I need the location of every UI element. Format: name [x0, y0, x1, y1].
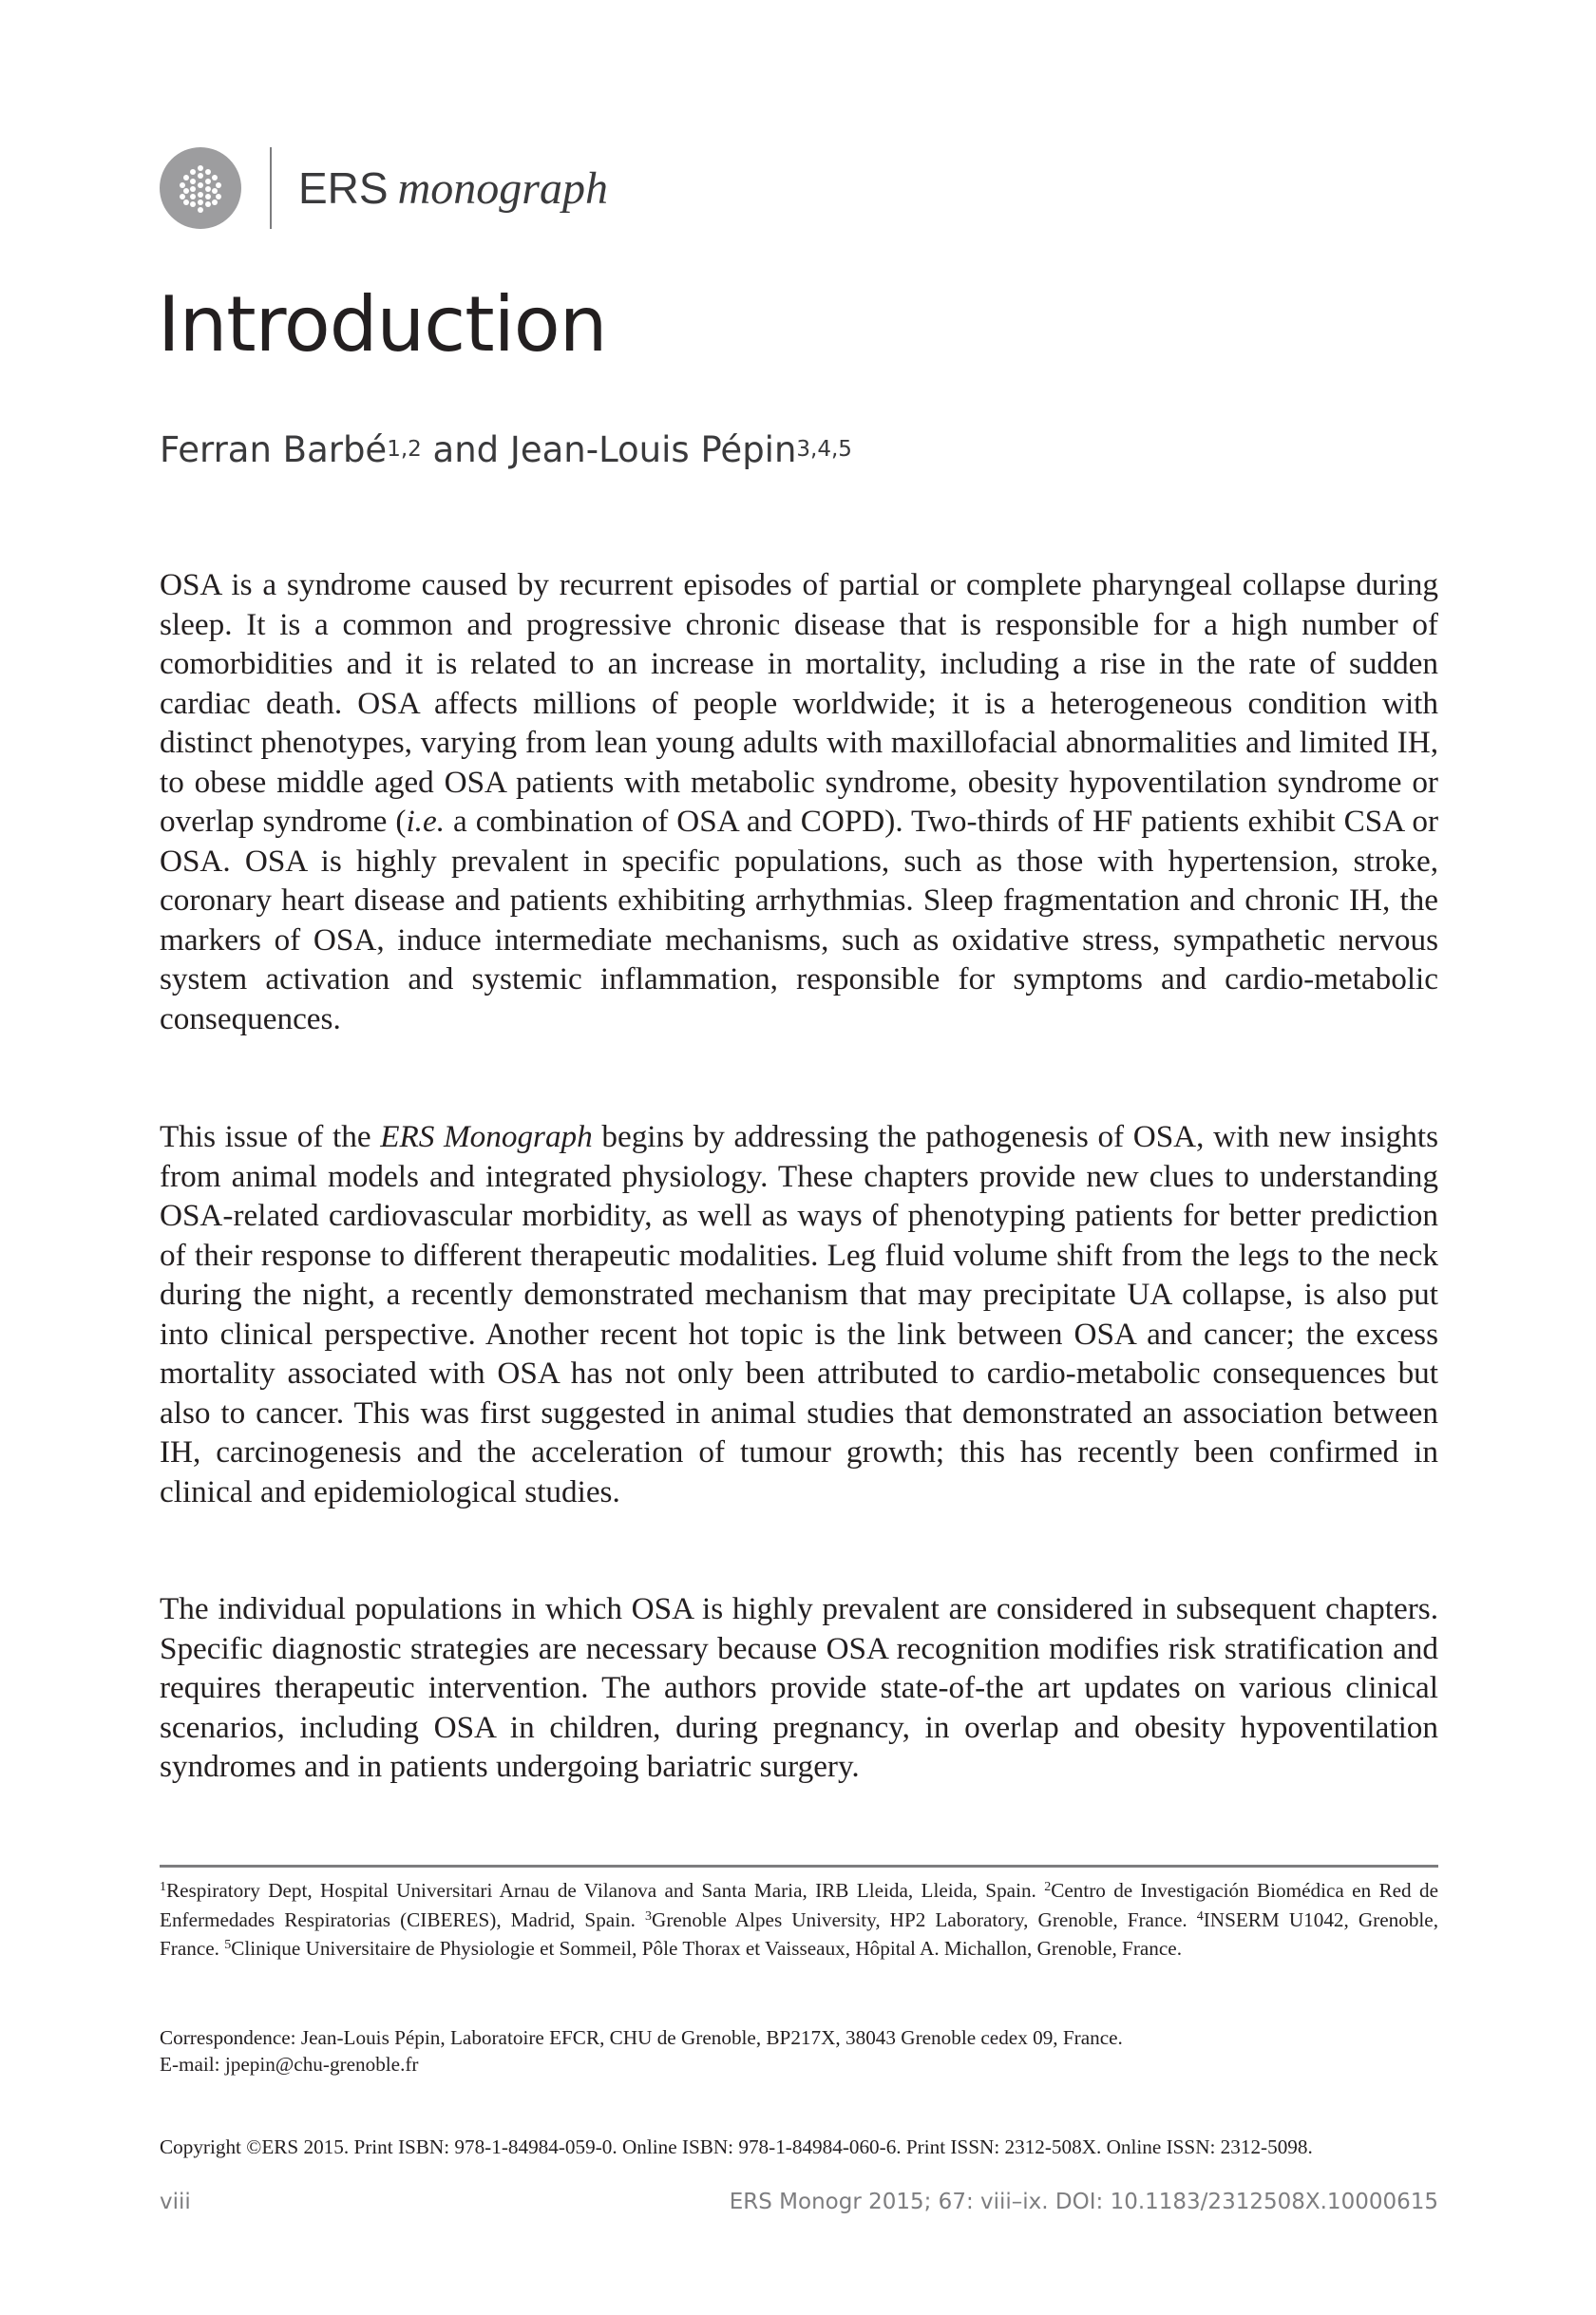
- ers-logo-dots: [171, 159, 230, 218]
- affil-4-mark: 4: [1196, 1908, 1204, 1924]
- affil-5: Clinique Universitaire de Physiologie et Sommeil, Pôle Thorax et Vaisseaux, Hôpital A. Michallon, Grenoble, France.: [231, 1937, 1182, 1960]
- affiliations: [160, 1878, 1438, 1965]
- author-1-affil: 1,2: [387, 437, 422, 462]
- correspondence-email: E-mail: jpepin@chu-grenoble.fr: [160, 2052, 419, 2076]
- header-divider: [270, 147, 272, 229]
- p1-ie: i.e.: [406, 804, 445, 839]
- affil-3-mark: 3: [645, 1908, 653, 1924]
- author-2: Jean-Louis Pépin: [509, 429, 797, 470]
- brand-monograph: monograph: [397, 162, 608, 214]
- brand-ers: ERS: [298, 162, 389, 213]
- author-line: [160, 429, 852, 470]
- article-title: Introduction: [158, 280, 607, 369]
- affil-2-mark: 2: [1044, 1880, 1052, 1894]
- body-paragraph-3: The individual populations in which OSA is highly prevalent are considered in subsequent chapters. Specific diagnostic strategies are necessary because OSA recognition modifies risk stratification and requires therapeutic intervention. The authors provide state-of-the art updates on various clinical scenarios, including OSA in children, during pregnancy, in overlap and obesity hypoventilation syndromes and in patients undergoing bariatric surgery.: [160, 1591, 1438, 1784]
- journal-header: [160, 141, 608, 236]
- page-number: viii: [160, 2190, 191, 2214]
- author-2-affil: 3,4,5: [796, 437, 852, 462]
- author-conjunction: and: [421, 429, 510, 470]
- affil-1-mark: 1: [160, 1880, 166, 1894]
- affil-3: Grenoble Alpes University, HP2 Laboratory, Grenoble, France.: [652, 1907, 1197, 1931]
- copyright-line: Copyright ©ERS 2015. Print ISBN: 978-1-84984-059-0. Online ISBN: 978-1-84984-060-6. Print ISSN: 2312-508X. Online ISSN: 2312-5098.: [160, 2135, 1313, 2158]
- body-paragraph-1: [160, 565, 1438, 1038]
- affil-1: Respiratory Dept, Hospital Universitari Arnau de Vilanova and Santa Maria, IRB Lleida, Lleida, Spain.: [166, 1879, 1045, 1902]
- ers-logo-icon: [160, 147, 241, 229]
- correspondence-address: Correspondence: Jean-Louis Pépin, Laboratoire EFCR, CHU de Grenoble, BP217X, 38043 Grenoble cedex 09, France.: [160, 2026, 1123, 2049]
- p2-text-a: This issue of the: [160, 1119, 381, 1154]
- affil-4: INSERM U1042, Grenoble, France.: [160, 1907, 1438, 1960]
- affil-2: Centro de Investigación Biomédica en Red de Enfermedades Respiratorias (CIBERES), Madrid, Spain.: [160, 1879, 1438, 1931]
- affil-5-mark: 5: [224, 1938, 232, 1952]
- journal-brand: [298, 162, 608, 215]
- footnote-divider: [160, 1865, 1438, 1868]
- citation-doi: ERS Monogr 2015; 67: viii–ix. DOI: 10.1183/2312508X.10000615: [729, 2190, 1438, 2214]
- correspondence: [160, 2025, 1438, 2078]
- body-paragraph-2: [160, 1117, 1438, 1511]
- p2-text-b: begins by addressing the pathogenesis of OSA, with new insights from animal models and integrated physiology. These chapters provide new clues to understanding OSA-related cardiovascular morbidity, as well as ways of phenotyping patients for better prediction of their response to different therapeutic modalities. Leg fluid volume shift from the legs to the neck during the night, a recently demonstrated mechanism that may precipitate UA collapse, is also put into clinical perspective. Another recent hot topic is the link between OSA and cancer; the excess mortality associated with OSA has not only been attributed to cardio-metabolic consequences but also to cancer. This was first suggested in animal studies that demonstrated an association between IH, carcinogenesis and the acceleration of tumour growth; this has recently been confirmed in clinical and epidemiological studies.: [160, 1119, 1438, 1509]
- p1-text-b: a combination of OSA and COPD). Two-thirds of HF patients exhibit CSA or OSA. OSA is highly prevalent in specific populations, such as those with hypertension, stroke, coronary heart disease and patients exhibiting arrhythmias. Sleep fragmentation and chronic IH, the markers of OSA, induce intermediate mechanisms, such as oxidative stress, sympathetic nervous system activation and systemic inflammation, responsible for symptoms and cardio-metabolic consequences.: [160, 804, 1438, 1036]
- p1-text-a: OSA is a syndrome caused by recurrent episodes of partial or complete pharyngeal collapse during sleep. It is a common and progressive chronic disease that is responsible for a high number of comorbidities and it is related to an increase in mortality, including a rise in the rate of sudden cardiac death. OSA affects millions of people worldwide; it is a heterogeneous condition with distinct phenotypes, varying from lean young adults with maxillofacial abnormalities and limited IH, to obese middle aged OSA patients with metabolic syndrome, obesity hypoventilation syndrome or overlap syndrome (: [160, 567, 1438, 839]
- author-1: Ferran Barbé: [160, 429, 388, 470]
- p2-journal-name: ERS Monograph: [380, 1119, 593, 1154]
